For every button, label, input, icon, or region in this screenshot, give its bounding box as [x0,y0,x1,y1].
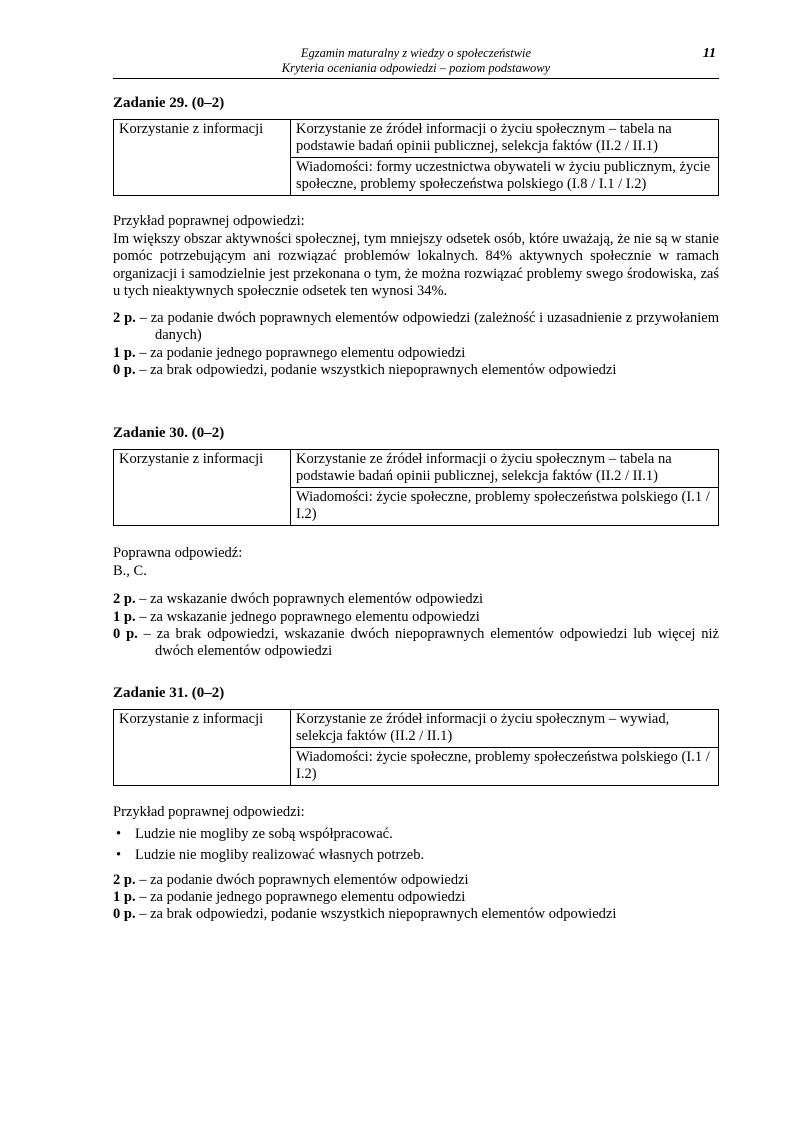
score-points: 2 p. [113,871,136,888]
answer-bullets [113,824,719,866]
score-row [113,626,719,661]
requirements-table [113,709,719,786]
bullet-text: Ludzie nie mogliby ze sobą współpracować. [135,825,393,842]
score-points: 0 p. [113,626,138,642]
requirement-area: Korzystanie z informacji [114,450,291,526]
answer-label: Przykład poprawnej odpowiedzi: [113,804,305,820]
score-points: 1 p. [113,889,136,905]
requirement-general: Korzystanie ze źródeł informacji o życiu społecznym – tabela na podstawie badań opinii publicznej, selekcja faktów (II.2 / II.1) [291,450,719,488]
score-points: 1 p. [113,608,136,625]
header-subtitle: Kryteria oceniania odpowiedzi – poziom podstawowy [281,61,551,75]
task-30 [113,424,719,661]
score-row [113,906,719,923]
task-31 [113,684,719,924]
scoring-list [113,872,719,924]
score-text: – za wskazanie dwóch poprawnych elementów odpowiedzi [139,591,484,608]
task-title: Zadanie 29. (0–2) [113,95,225,111]
task-title: Zadanie 31. (0–2) [113,685,225,701]
requirement-specific: Wiadomości: życie społeczne, problemy społeczeństwa polskiego (I.1 / I.2) [291,748,719,786]
answer-label: Przykład poprawnej odpowiedzi: [113,213,305,229]
answer-text: B., C. [113,562,147,579]
score-row [113,362,719,379]
score-row [113,310,719,345]
bullet-icon: • [116,846,122,863]
requirements-table [113,119,719,196]
score-text: – za podanie dwóch poprawnych elementów odpowiedzi (zależność i uzasadnienie z przywołaniem danych) [139,309,719,344]
scoring-list [113,591,719,661]
page-header [113,46,719,79]
answer-text: Im większy obszar aktywności społecznej, tym mniejszy odsetek osób, które uważają, że nie są w stanie pomóc potrzebującym ani rozwiązać problemów lokalnych. 84% aktywnych społecznie w ramach organizacji i samodzielnie jest przekonana o tym, że można rozwiązać problemy swego środowiska, zaś u tych nieaktywnych społecznie odsetek ten wynosi 34%. [113,230,719,300]
bullet-icon: • [116,825,122,842]
task-29 [113,94,719,380]
score-text: – za podanie jednego poprawnego elementu odpowiedzi [139,344,466,361]
score-points: 2 p. [113,309,136,326]
page-number: 11 [702,46,716,61]
requirement-general: Korzystanie ze źródeł informacji o życiu społecznym – wywiad, selekcja faktów (II.2 / II.1) [291,710,719,748]
score-text: – za brak odpowiedzi, podanie wszystkich niepoprawnych elementów odpowiedzi [139,362,617,379]
score-points: 0 p. [113,906,136,923]
header-exam-title: Egzamin maturalny z wiedzy o społeczeństwie [300,46,532,60]
list-item [113,845,719,866]
score-row [113,345,719,362]
answer-label: Poprawna odpowiedź: [113,545,243,561]
score-points: 1 p. [113,344,136,361]
bullet-text: Ludzie nie mogliby realizować własnych potrzeb. [135,846,425,863]
requirement-specific: Wiadomości: formy uczestnictwa obywateli w życiu publicznym, życie społeczne, problemy społeczeństwa polskiego (I.8 / I.1 / I.2) [291,158,719,196]
score-text: – za brak odpowiedzi, wskazanie dwóch niepoprawnych elementów odpowiedzi lub więcej niż dwóch elementów odpowiedzi [143,626,719,660]
requirement-general: Korzystanie ze źródeł informacji o życiu społecznym – tabela na podstawie badań opinii publicznej, selekcja faktów (II.2 / II.1) [291,120,719,158]
requirements-table [113,449,719,526]
score-row [113,609,719,626]
score-points: 2 p. [113,591,136,608]
task-title: Zadanie 30. (0–2) [113,425,225,441]
score-text: – za podanie dwóch poprawnych elementów odpowiedzi [139,871,469,888]
score-row [113,889,719,906]
score-row [113,591,719,608]
score-text: – za podanie jednego poprawnego elementu odpowiedzi [139,889,466,905]
score-text: – za wskazanie jednego poprawnego elementu odpowiedzi [139,608,480,625]
requirement-area: Korzystanie z informacji [114,120,291,196]
list-item [113,824,719,845]
score-row [113,872,719,889]
score-text: – za brak odpowiedzi, podanie wszystkich niepoprawnych elementów odpowiedzi [139,906,617,923]
scoring-list [113,310,719,380]
requirement-specific: Wiadomości: życie społeczne, problemy społeczeństwa polskiego (I.1 / I.2) [291,488,719,526]
requirement-area: Korzystanie z informacji [114,710,291,786]
score-points: 0 p. [113,362,136,379]
